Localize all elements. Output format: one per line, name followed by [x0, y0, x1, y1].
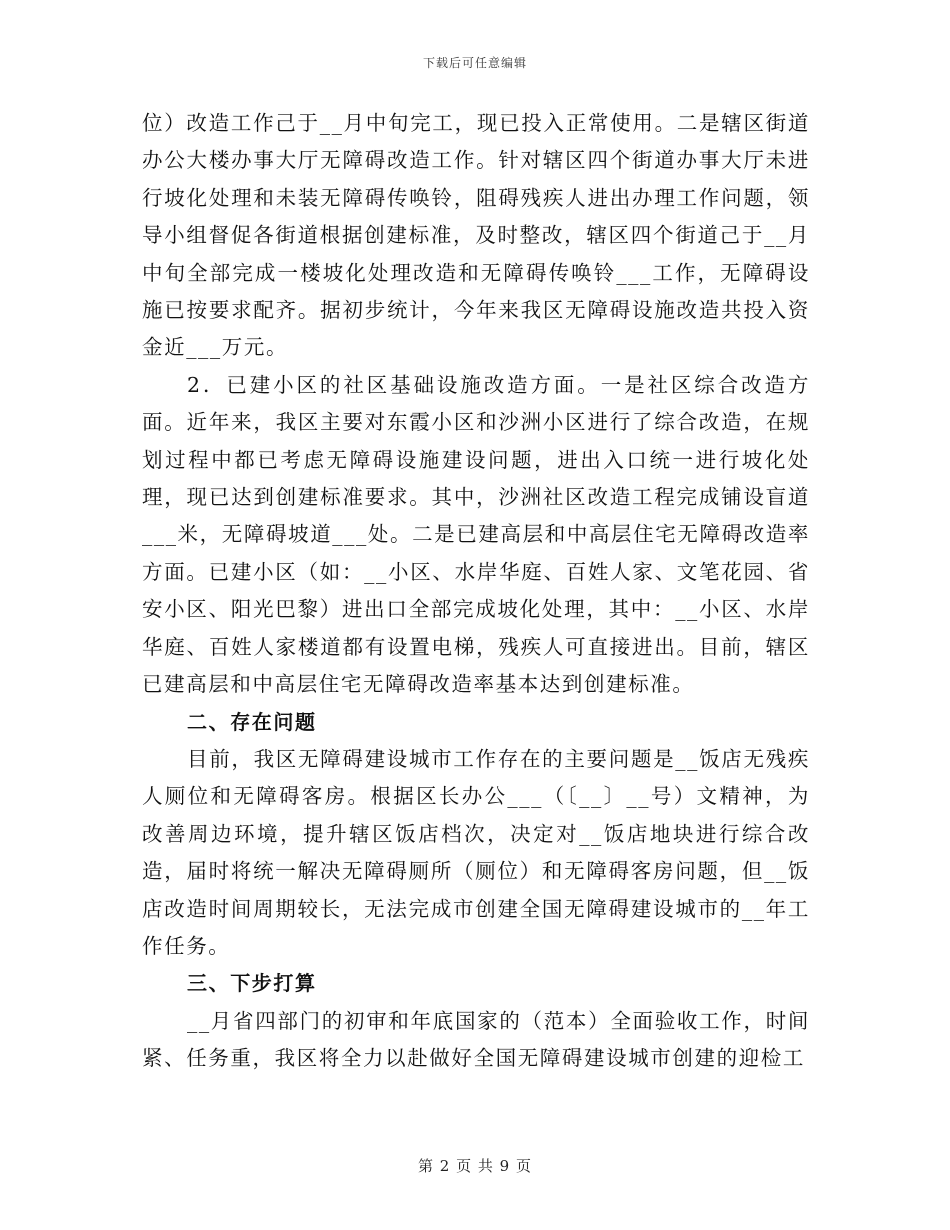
section-heading-next-steps: 三、下步打算 — [187, 971, 317, 996]
page-header: 下载后可任意编辑 — [422, 56, 527, 70]
page-number-footer: 第 2 页 共 9 页 — [418, 1157, 532, 1175]
paragraph-next-steps: __月省四部门的初审和年底国家的（范本）全面验收工作，时间紧、任务重，我区将全力以赴做好全国无障碍建设城市创建的迎检工 — [142, 1008, 810, 1071]
document-body — [142, 105, 810, 1078]
paragraph-community-renovation: 2．已建小区的社区基础设施改造方面。一是社区综合改造方面。近年来，我区主要对东霞小区和沙洲小区进行了综合改造，在规划过程中都已考虑无障碍设施建设问题，进出入口统一进行坡化处理，现已达到创建标准要求。其中，沙洲社区改造工程完成铺设盲道___米，无障碍坡道___处。二是已建高层和中高层住宅无障碍改造率方面。已建小区（如：__小区、水岸华庭、百姓人家、文笔花园、省安小区、阳光巴黎）进出口全部完成坡化处理，其中：__小区、水岸华庭、百姓人家楼道都有设置电梯，残疾人可直接进出。目前，辖区已建高层和中高层住宅无障碍改造率基本达到创建标准。 — [142, 372, 810, 697]
paragraph-problems: 目前，我区无障碍建设城市工作存在的主要问题是__饭店无残疾人厕位和无障碍客房。根据区长办公___（〔__〕__号）文精神，为改善周边环境，提升辖区饭店档次，决定对__饭店地块进行综合改造，届时将统一解决无障碍厕所（厕位）和无障碍客房问题，但__饭店改造时间周期较长，无法完成市创建全国无障碍建设城市的__年工作任务。 — [142, 746, 810, 958]
paragraph-continued: 位）改造工作己于__月中旬完工，现已投入正常使用。二是辖区街道办公大楼办事大厅无障碍改造工作。针对辖区四个街道办事大厅未进行坡化处理和未装无障碍传唤铃，阻碍残疾人进出办理工作问题，领导小组督促各街道根据创建标准，及时整改，辖区四个街道己于__月中旬全部完成一楼坡化处理改造和无障碍传唤铃___工作，无障碍设施已按要求配齐。据初步统计，今年来我区无障碍设施改造共投入资金近___万元。 — [142, 111, 810, 360]
section-heading-problems: 二、存在问题 — [187, 709, 317, 734]
